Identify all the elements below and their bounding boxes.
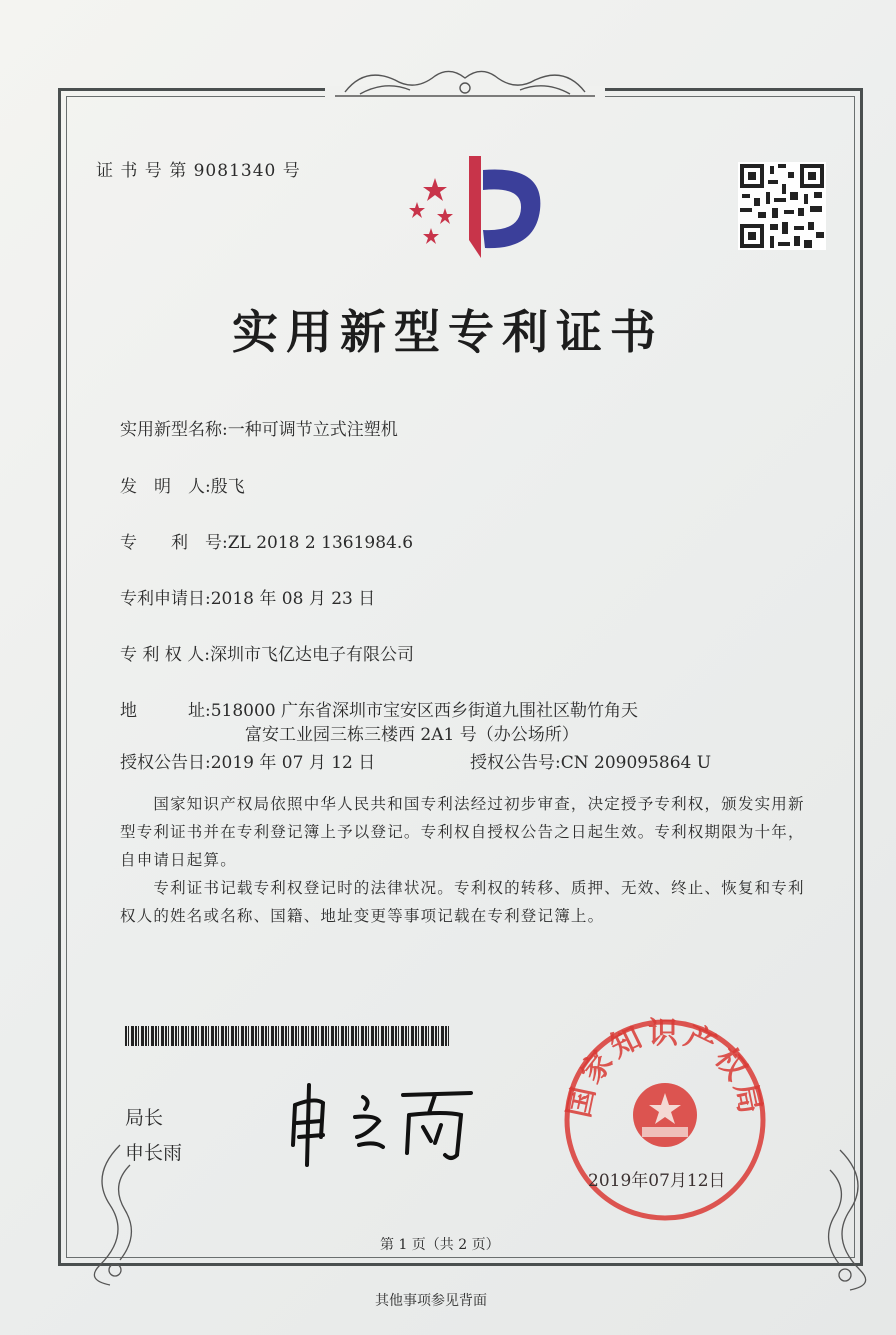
signatory-title: 局长 bbox=[125, 1107, 164, 1129]
patentee-label: 专 利 权 人: bbox=[120, 645, 210, 665]
address-line-2: 富安工业园三栋三楼西 2A1 号（办公场所） bbox=[245, 725, 579, 745]
grant-date-row bbox=[120, 748, 375, 773]
grant-number-label: 授权公告号: bbox=[470, 753, 561, 773]
barcode bbox=[125, 1026, 450, 1046]
filing-date-row bbox=[120, 584, 375, 609]
inventor-label: 发 明 人: bbox=[120, 477, 211, 497]
seal-date: 2019年07月12日 bbox=[588, 1171, 726, 1191]
grant-statement-paragraph: 国家知识产权局依照中华人民共和国专利法经过初步审查，决定授予专利权，颁发实用新型专利证书并在专利登记簿上予以登记。专利权自授权公告之日起生效。专利权期限为十年，自申请日起算。 bbox=[120, 795, 805, 869]
inventor-value: 殷飞 bbox=[210, 477, 245, 497]
patent-number-value: ZL 2018 2 1361984.6 bbox=[227, 533, 414, 553]
grant-date-value: 2019 年 07 月 12 日 bbox=[210, 753, 376, 773]
filing-date-label: 专利申请日: bbox=[120, 589, 211, 609]
patentee-row bbox=[120, 640, 414, 665]
signatory-name: 申长雨 bbox=[125, 1142, 183, 1164]
page-indicator: 第 1 页（共 2 页） bbox=[380, 1237, 500, 1253]
certificate-title: 实用新型专利证书 bbox=[232, 305, 664, 359]
svg-text:国家知识产权局: 国家知识产权局 bbox=[561, 1015, 769, 1121]
address-row bbox=[120, 696, 638, 721]
legal-status-paragraph: 专利证书记载专利权登记时的法律状况。专利权的转移、质押、无效、终止、恢复和专利权人的姓名或名称、国籍、地址变更等事项记载在专利登记簿上。 bbox=[120, 879, 805, 925]
grant-number-row bbox=[470, 748, 711, 773]
patent-number-label: 专 利 号: bbox=[120, 533, 228, 553]
grant-date-label: 授权公告日: bbox=[120, 753, 211, 773]
patent-number-row bbox=[120, 528, 413, 553]
patentee-value: 深圳市飞亿达电子有限公司 bbox=[209, 645, 414, 665]
utility-model-name-label: 实用新型名称: bbox=[120, 420, 228, 440]
top-ornament bbox=[325, 58, 605, 108]
address-line-1: 518000 广东省深圳市宝安区西乡街道九围社区勒竹角天 bbox=[210, 701, 639, 721]
cnipa-logo bbox=[395, 150, 545, 265]
certificate-number: 证 书 号 第 9081340 号 bbox=[96, 161, 301, 181]
utility-model-name-value: 一种可调节立式注塑机 bbox=[227, 420, 398, 440]
utility-model-name-row bbox=[120, 415, 398, 440]
bottom-right-ornament bbox=[800, 1140, 890, 1300]
filing-date-value: 2018 年 08 月 23 日 bbox=[210, 589, 376, 609]
official-seal bbox=[560, 1015, 770, 1225]
handwritten-signature bbox=[275, 1075, 485, 1170]
qr-code bbox=[738, 162, 826, 250]
grant-number-value: CN 209095864 U bbox=[560, 753, 712, 773]
address-label: 地 址: bbox=[120, 701, 211, 721]
inventor-row bbox=[120, 472, 245, 497]
back-note: 其他事项参见背面 bbox=[375, 1293, 487, 1309]
